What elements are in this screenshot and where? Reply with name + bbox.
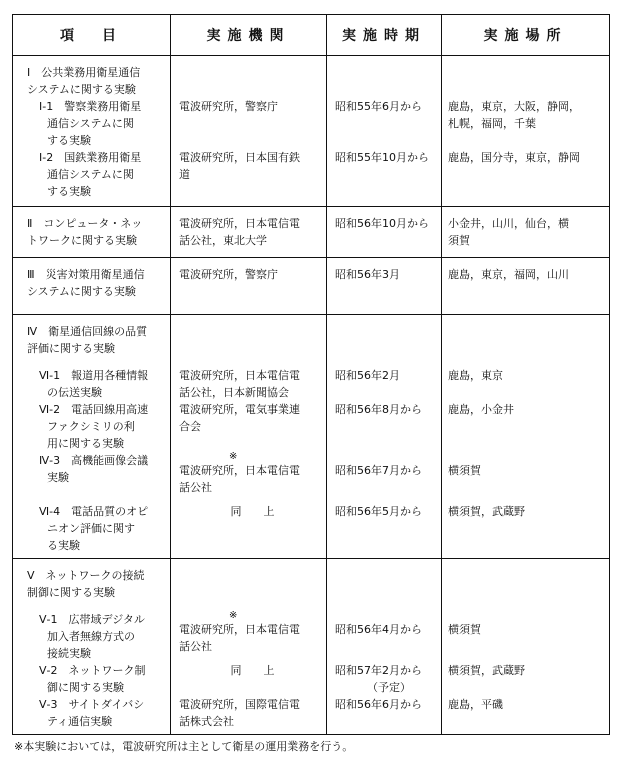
agency-line: 電波研究所，日本電信電 <box>179 464 300 477</box>
place-line: 横須賀，武蔵野 <box>448 664 525 677</box>
cell-agency <box>171 207 327 258</box>
header-agency: 実施機関 <box>171 15 327 56</box>
agency-line: 話公社 <box>179 640 212 653</box>
item-line: Ⅲ 災害対策用衛星通信 <box>27 268 145 281</box>
period-line: 昭和56年7月から <box>335 464 422 477</box>
agency-line: 話公社，東北大学 <box>179 234 267 247</box>
agency-line: 電波研究所，国際電信電 <box>179 698 300 711</box>
sub-item-line: Ⅴ-2 ネットワーク制 <box>39 664 146 677</box>
item-line: Ⅰ 公共業務用衛星通信 <box>27 66 141 79</box>
sub-item <box>19 662 170 696</box>
period-line: 昭和56年8月から <box>335 403 422 416</box>
sub-item <box>19 452 170 503</box>
sub-place <box>448 452 609 503</box>
cell-agency <box>171 559 327 735</box>
agency-line: 電波研究所，日本電信電 <box>179 217 300 230</box>
agency-line: 話公社，日本新聞協会 <box>179 386 289 399</box>
place-line: 鹿島，東京，大阪，静岡， <box>448 100 580 113</box>
note-mark: ※ <box>229 610 238 621</box>
period-line: 昭和55年6月から <box>335 100 422 113</box>
agency-line: 電波研究所，電気事業連 <box>179 403 300 416</box>
sub-period <box>335 149 441 200</box>
sub-item <box>19 696 170 730</box>
table-row <box>13 207 610 258</box>
note-mark: ※ <box>229 451 238 462</box>
sub-place <box>448 401 609 452</box>
place-line: 鹿島，東京 <box>448 369 503 382</box>
sub-item <box>19 503 170 554</box>
sub-item-line: Ⅵ-2 電話回線用高速 <box>39 403 149 416</box>
agency-line: 電波研究所，日本電信電 <box>179 369 300 382</box>
period-line: 昭和56年4月から <box>335 623 422 636</box>
sub-item-line: Ⅰ-1 警察業務用衛星 <box>39 100 142 113</box>
item-line: Ⅴ ネットワークの接続 <box>27 569 145 582</box>
table-row <box>13 315 610 559</box>
place-line: 小金井，山川，仙台，横 <box>448 217 569 230</box>
cell-period <box>327 207 442 258</box>
cell-item <box>13 207 171 258</box>
place-line: 鹿島，国分寺，東京，静岡 <box>448 151 580 164</box>
sub-place <box>448 662 609 696</box>
cell-agency <box>171 258 327 315</box>
footnote: ※本実験においては，電波研究所は主として衛星の運用業務を行う。 <box>14 740 354 753</box>
sub-agency <box>179 662 326 696</box>
sub-item-line: る実験 <box>47 539 80 552</box>
cell-period <box>327 559 442 735</box>
sub-item-line: ファクシミリの利 <box>47 420 135 433</box>
sub-item-line: ティ通信実験 <box>47 715 113 728</box>
sub-item-line: Ⅳ-3 高機能画像会議 <box>39 454 149 467</box>
place-line: 横須賀 <box>448 464 481 477</box>
sub-agency <box>179 149 326 200</box>
cell-place <box>442 559 610 735</box>
sub-agency <box>179 401 326 452</box>
item-line: システムに関する実験 <box>27 83 136 96</box>
cell-period <box>327 315 442 559</box>
cell-period <box>327 56 442 207</box>
cell-item <box>13 559 171 735</box>
experiments-table <box>12 14 610 735</box>
sub-agency <box>179 611 326 662</box>
period-line: 昭和56年10月から <box>335 217 429 230</box>
sub-period <box>335 611 441 662</box>
sub-item-line: 加入者無線方式の <box>47 630 135 643</box>
sub-period <box>335 452 441 503</box>
cell-place <box>442 56 610 207</box>
sub-item-line: Ⅵ-4 電話品質のオピ <box>39 505 149 518</box>
sub-agency <box>179 367 326 401</box>
item-line: システムに関する実験 <box>27 285 136 298</box>
sub-place <box>448 696 609 730</box>
place-line: 鹿島，東京，福岡，山川 <box>448 268 569 281</box>
sub-item-line: 用に関する実験 <box>47 437 124 450</box>
cell-place <box>442 207 610 258</box>
sub-item-line: Ⅴ-1 広帯域デジタル <box>39 613 145 626</box>
sub-item-line: Ⅰ-2 国鉄業務用衛星 <box>39 151 142 164</box>
period-line: 昭和56年3月 <box>335 268 400 281</box>
sub-item-line: 実験 <box>47 471 69 484</box>
cell-item <box>13 56 171 207</box>
period-line: 昭和56年2月 <box>335 369 400 382</box>
agency-line: 同 上 <box>230 505 275 518</box>
sub-item-line: Ⅴ-3 サイトダイバシ <box>39 698 145 711</box>
item-line: 制御に関する実験 <box>27 586 115 599</box>
cell-agency <box>171 56 327 207</box>
agency-line: 合会 <box>179 420 201 433</box>
sub-agency <box>179 503 326 554</box>
cell-item <box>13 315 171 559</box>
table-row <box>13 56 610 207</box>
item-line: 評価に関する実験 <box>27 342 115 355</box>
header-row <box>13 15 610 56</box>
sub-item-line: Ⅵ-1 報道用各種情報 <box>39 369 149 382</box>
period-line: 昭和55年10月から <box>335 151 429 164</box>
sub-item <box>19 149 170 200</box>
sub-agency <box>179 98 326 149</box>
place-line: 札幌，福岡，千葉 <box>448 117 536 130</box>
sub-item-line: ニオン評価に関す <box>47 522 135 535</box>
agency-line: 電波研究所，警察庁 <box>179 268 278 281</box>
cell-place <box>442 315 610 559</box>
sub-place <box>448 503 609 554</box>
header-period: 実施時期 <box>327 15 442 56</box>
item-line: Ⅳ 衛星通信回線の品質 <box>27 325 148 338</box>
place-line: 須賀 <box>448 234 470 247</box>
header-item: 項 目 <box>13 15 171 56</box>
sub-item <box>19 367 170 401</box>
item-line: Ⅱ コンピュータ・ネッ <box>27 217 143 230</box>
agency-line: 電波研究所，警察庁 <box>179 100 278 113</box>
sub-item-line: 通信システムに関 <box>47 117 134 130</box>
place-line: 横須賀，武蔵野 <box>448 505 525 518</box>
place-line: 横須賀 <box>448 623 481 636</box>
sub-period <box>335 367 441 401</box>
cell-agency <box>171 315 327 559</box>
sub-place <box>448 611 609 662</box>
sub-period <box>335 98 441 149</box>
sub-place <box>448 367 609 401</box>
agency-line: 道 <box>179 168 190 181</box>
sub-item <box>19 98 170 149</box>
period-line: 昭和57年2月から <box>335 664 422 677</box>
sub-period <box>335 696 441 730</box>
period-line: 昭和56年6月から <box>335 698 422 711</box>
sub-agency <box>179 696 326 730</box>
sub-period <box>335 503 441 554</box>
sub-place <box>448 98 609 149</box>
agency-line: 電波研究所，日本国有鉄 <box>179 151 300 164</box>
sub-item <box>19 611 170 662</box>
sub-agency <box>179 452 326 503</box>
sub-item-line: 接続実験 <box>47 647 91 660</box>
cell-item <box>13 258 171 315</box>
sub-item <box>19 401 170 452</box>
cell-period <box>327 258 442 315</box>
place-line: 鹿島，平磯 <box>448 698 503 711</box>
sub-item-line: する実験 <box>47 185 91 198</box>
agency-line: 話株式会社 <box>179 715 234 728</box>
table-row <box>13 559 610 735</box>
sub-place <box>448 149 609 200</box>
sub-item-line: 御に関する実験 <box>47 681 124 694</box>
sub-period <box>335 662 441 696</box>
agency-line: 話公社 <box>179 481 212 494</box>
header-place: 実施場所 <box>442 15 610 56</box>
place-line: 鹿島，小金井 <box>448 403 514 416</box>
sub-item-line: 通信システムに関 <box>47 168 134 181</box>
sub-item-line: の伝送実験 <box>47 386 102 399</box>
item-line: トワークに関する実験 <box>27 234 137 247</box>
cell-place <box>442 258 610 315</box>
agency-line: 電波研究所，日本電信電 <box>179 623 300 636</box>
table-row <box>13 258 610 315</box>
agency-line: 同 上 <box>230 664 275 677</box>
sub-period <box>335 401 441 452</box>
period-line: （予定） <box>367 681 411 694</box>
table-body <box>13 56 610 735</box>
period-line: 昭和56年5月から <box>335 505 422 518</box>
sub-item-line: する実験 <box>47 134 91 147</box>
